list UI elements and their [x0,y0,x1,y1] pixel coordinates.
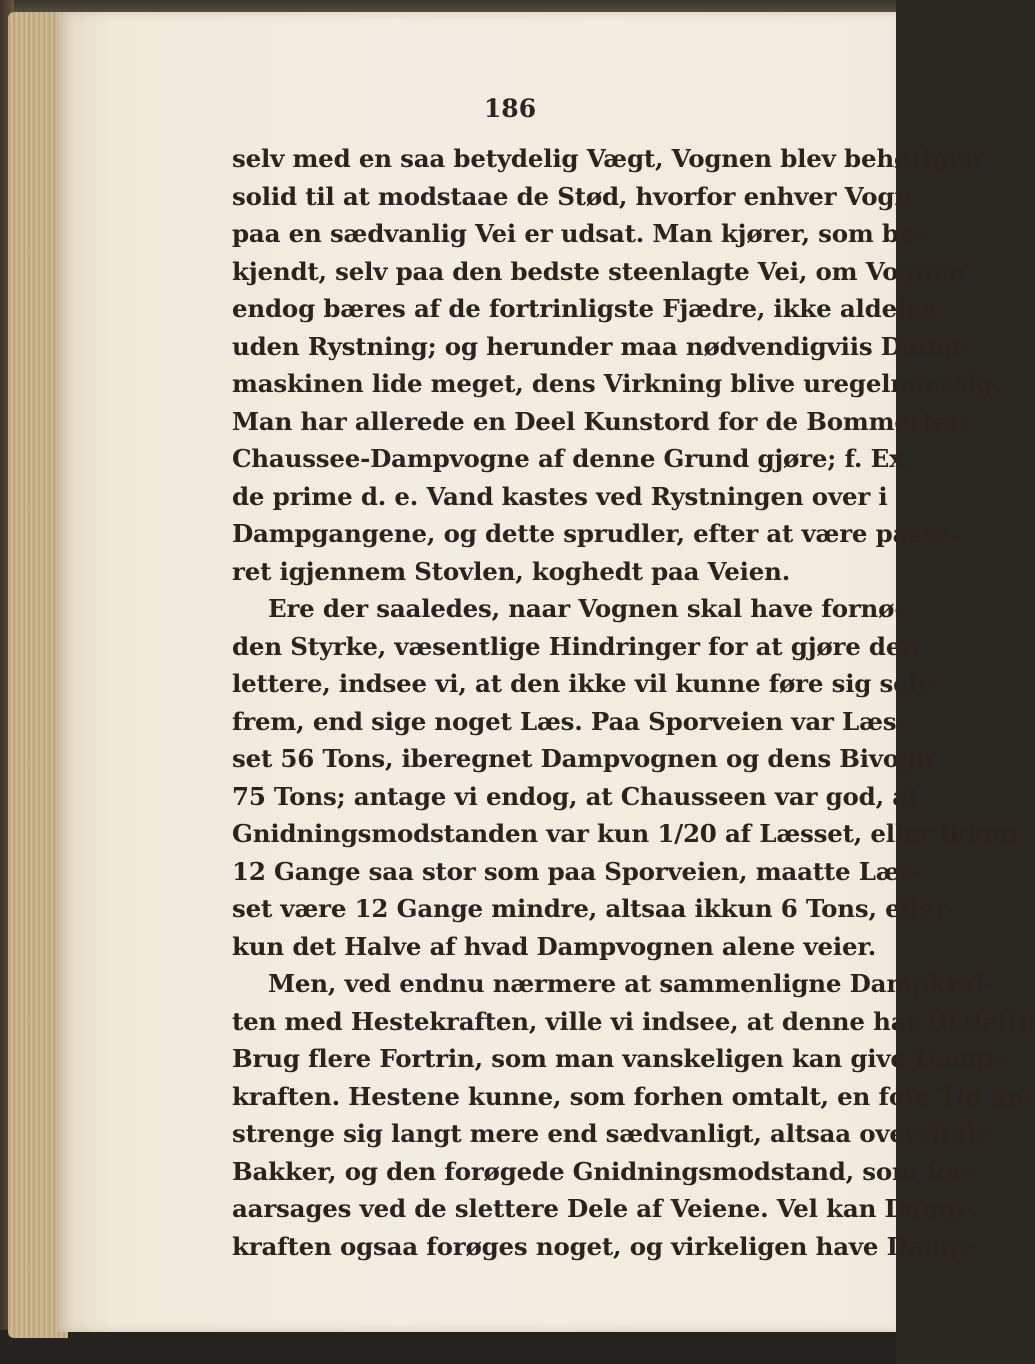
text-line: Chaussee-Dampvogne af denne Grund gjøre; f. Ex. [232,444,912,473]
text-line: ret igjennem Stovlen, koghedt paa Veien. [232,556,791,586]
text-line: solid til at modstaae de Stød, hvorfor enhver Vogn [232,181,912,211]
text-line: kjendt, selv paa den bedste steenlagte Vei, om Vognen [232,256,966,286]
text-line: set 56 Tons, iberegnet Dampvognen og dens Bivogn [232,744,934,773]
text-line: endog bæres af de fortrinligste Fjædre, ikke aldeles [232,294,936,323]
text-line: frem, end sige noget Læs. Paa Sporveien var Læs- [232,706,907,736]
text-line: strenge sig langt mere end sædvanligt, altsaa overvinde [232,1119,991,1148]
text-line: Dampgangene, og dette sprudler, efter at være passe- [232,519,961,548]
paragraph-2 [232,590,1019,965]
text-line: 12 Gange saa stor som paa Sporveien, maatte Læs- [232,856,924,886]
text-line: Bakker, og den forøgede Gnidningsmodstand, som for- [232,1156,976,1186]
text-line: Man har allerede en Deel Kunstord for de Bommerter, [232,406,969,436]
text-line: set være 12 Gange mindre, altsaa ikkun 6 Tons, eller [232,894,947,923]
paragraph-1 [232,140,1002,590]
text-line: Men, ved endnu nærmere at sammenligne Dampkraf- [268,969,994,998]
text-line: kraften ogsaa forøges noget, og virkeligen have Damp- [232,1231,976,1261]
text-line: Ere der saaledes, naar Vognen skal have fornø- [268,594,905,623]
text-line: kun det Halve af hvad Dampvognen alene veier. [232,931,877,961]
book-cover-bottom [0,1330,896,1364]
text-line: uden Rystning; og herunder maa nødvendigviis Damp- [232,331,971,361]
text-line: maskinen lide meget, dens Virkning blive uregelmæssig. [232,369,1002,398]
text-line: aarsages ved de slettere Dele af Veiene. Vel kan Damp- [232,1194,974,1223]
body-text [232,140,1035,1265]
text-line: kraften. Hestene kunne, som forhen omtalt, en foie Tid an- [232,1081,1034,1111]
text-line: den Styrke, væsentlige Hindringer for at gjøre den [232,631,919,661]
text-line: lettere, indsee vi, at den ikke vil kunne føre sig selv [232,669,932,698]
text-line: de prime d. e. Vand kastes ved Rystningen over i [232,481,888,511]
page-number: 186 [483,94,537,123]
text-line: Brug flere Fortrin, som man vanskeligen kan give Damp- [232,1044,1004,1073]
text-line: 75 Tons; antage vi endog, at Chausseen var god, at [232,781,920,811]
text-line: paa en sædvanlig Vei er udsat. Man kjører, som be- [232,219,925,248]
paragraph-3 [232,965,1035,1265]
text-line: selv med en saa betydelig Vægt, Vognen blev behørigen [232,144,982,173]
text-line: ten med Hestekraften, ville vi indsee, at denne har til dette [232,1006,1035,1036]
text-line: Gnidningsmodstanden var kun 1/20 af Læsset, eller ikkun [232,819,1019,848]
